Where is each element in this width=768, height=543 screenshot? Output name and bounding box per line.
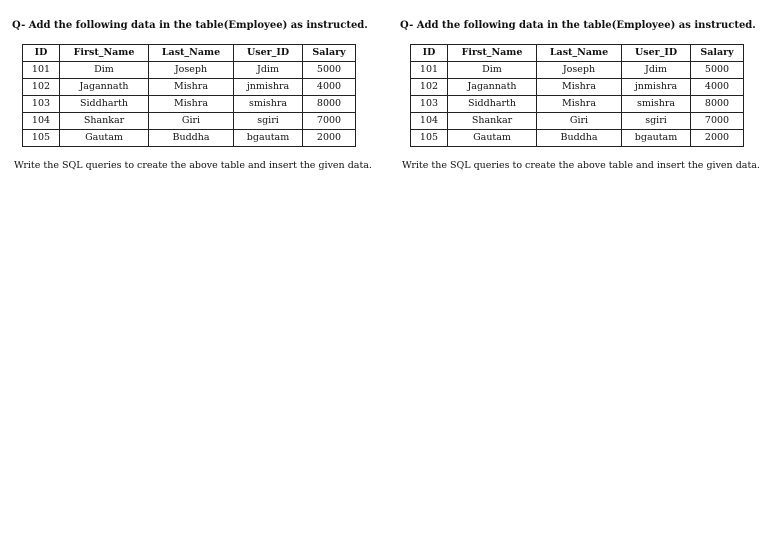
cell-salary: 8000 bbox=[691, 96, 744, 113]
cell-id: 104 bbox=[411, 113, 448, 130]
cell-first-name: Dim bbox=[448, 62, 537, 79]
header-salary: Salary bbox=[691, 45, 744, 62]
employee-table bbox=[22, 44, 356, 147]
cell-salary: 5000 bbox=[691, 62, 744, 79]
cell-id: 105 bbox=[23, 130, 60, 147]
cell-last-name: Giri bbox=[537, 113, 622, 130]
header-id: ID bbox=[411, 45, 448, 62]
cell-id: 102 bbox=[23, 79, 60, 96]
cell-id: 102 bbox=[411, 79, 448, 96]
cell-user-id: Jdim bbox=[234, 62, 303, 79]
instruction-text: Write the SQL queries to create the above table and insert the given data. bbox=[402, 160, 760, 171]
cell-first-name: Shankar bbox=[448, 113, 537, 130]
cell-salary: 7000 bbox=[691, 113, 744, 130]
cell-user-id: smishra bbox=[622, 96, 691, 113]
cell-salary: 2000 bbox=[303, 130, 356, 147]
cell-first-name: Shankar bbox=[60, 113, 149, 130]
cell-first-name: Gautam bbox=[448, 130, 537, 147]
cell-id: 104 bbox=[23, 113, 60, 130]
header-first-name: First_Name bbox=[448, 45, 537, 62]
cell-first-name: Siddharth bbox=[448, 96, 537, 113]
table-row bbox=[411, 96, 744, 113]
cell-first-name: Jagannath bbox=[448, 79, 537, 96]
cell-id: 101 bbox=[23, 62, 60, 79]
table-header-row bbox=[23, 45, 356, 62]
cell-salary: 4000 bbox=[303, 79, 356, 96]
cell-first-name: Jagannath bbox=[60, 79, 149, 96]
table-row bbox=[411, 113, 744, 130]
cell-last-name: Buddha bbox=[149, 130, 234, 147]
question-heading: Q- Add the following data in the table(Employee) as instructed. bbox=[12, 20, 368, 31]
table-row bbox=[411, 130, 744, 147]
header-salary: Salary bbox=[303, 45, 356, 62]
header-user-id: User_ID bbox=[622, 45, 691, 62]
cell-first-name: Siddharth bbox=[60, 96, 149, 113]
cell-last-name: Giri bbox=[149, 113, 234, 130]
cell-user-id: bgautam bbox=[622, 130, 691, 147]
header-id: ID bbox=[23, 45, 60, 62]
cell-salary: 8000 bbox=[303, 96, 356, 113]
cell-id: 105 bbox=[411, 130, 448, 147]
cell-salary: 7000 bbox=[303, 113, 356, 130]
table-row bbox=[411, 79, 744, 96]
header-user-id: User_ID bbox=[234, 45, 303, 62]
cell-last-name: Mishra bbox=[537, 79, 622, 96]
header-first-name: First_Name bbox=[60, 45, 149, 62]
cell-user-id: jnmishra bbox=[622, 79, 691, 96]
question-heading: Q- Add the following data in the table(Employee) as instructed. bbox=[400, 20, 756, 31]
cell-user-id: sgiri bbox=[622, 113, 691, 130]
cell-id: 103 bbox=[23, 96, 60, 113]
header-last-name: Last_Name bbox=[149, 45, 234, 62]
table-row bbox=[23, 113, 356, 130]
table-row bbox=[411, 62, 744, 79]
cell-id: 103 bbox=[411, 96, 448, 113]
cell-salary: 2000 bbox=[691, 130, 744, 147]
table-header-row bbox=[411, 45, 744, 62]
cell-user-id: Jdim bbox=[622, 62, 691, 79]
cell-last-name: Mishra bbox=[537, 96, 622, 113]
cell-first-name: Gautam bbox=[60, 130, 149, 147]
header-last-name: Last_Name bbox=[537, 45, 622, 62]
table-row bbox=[23, 79, 356, 96]
cell-last-name: Buddha bbox=[537, 130, 622, 147]
cell-first-name: Dim bbox=[60, 62, 149, 79]
table-row bbox=[23, 62, 356, 79]
employee-table bbox=[410, 44, 744, 147]
cell-id: 101 bbox=[411, 62, 448, 79]
table-row bbox=[23, 96, 356, 113]
table-row bbox=[23, 130, 356, 147]
cell-user-id: sgiri bbox=[234, 113, 303, 130]
cell-salary: 4000 bbox=[691, 79, 744, 96]
cell-last-name: Joseph bbox=[537, 62, 622, 79]
cell-last-name: Joseph bbox=[149, 62, 234, 79]
cell-user-id: bgautam bbox=[234, 130, 303, 147]
cell-user-id: jnmishra bbox=[234, 79, 303, 96]
cell-last-name: Mishra bbox=[149, 79, 234, 96]
cell-user-id: smishra bbox=[234, 96, 303, 113]
instruction-text: Write the SQL queries to create the above table and insert the given data. bbox=[14, 160, 372, 171]
cell-salary: 5000 bbox=[303, 62, 356, 79]
cell-last-name: Mishra bbox=[149, 96, 234, 113]
